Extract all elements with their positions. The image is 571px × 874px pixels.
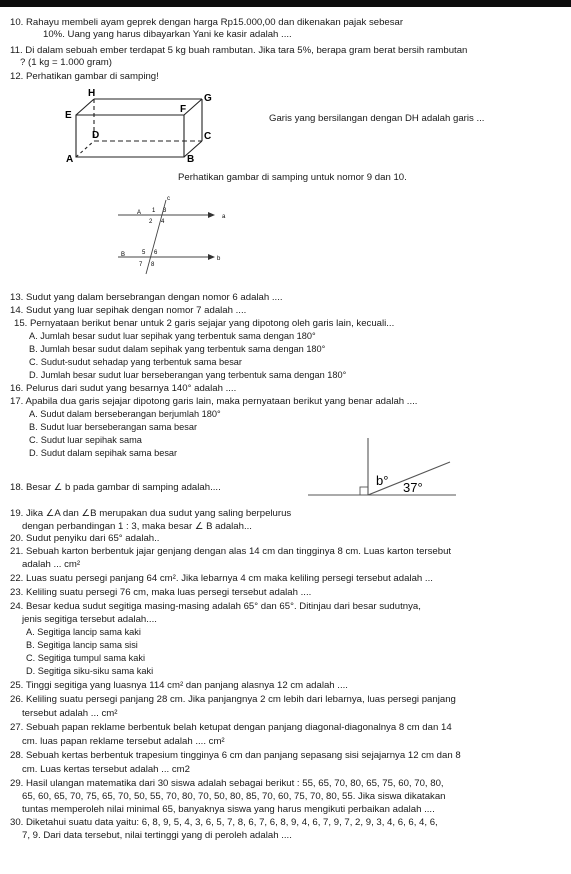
- question-29-line-3: tuntas memperoleh nilai minimal 65, banyaknya siswa yang harus mengikuti perbaikan adalah ....: [22, 804, 435, 815]
- question-27-line-1: 27. Sebuah papan reklame berbentuk belah ketupat dengan panjang diagonal-diagonalnya 8 cm dan 14: [10, 722, 452, 733]
- cube-figure: [62, 84, 242, 176]
- question-11-line-2: ? (1 kg = 1.000 gram): [20, 57, 112, 68]
- label-a: a: [222, 214, 226, 220]
- angle-4: 4: [161, 219, 165, 225]
- question-15-option-b: B. Jumlah besar sudut dalam sepihak yang terbentuk sama dengan 180°: [29, 344, 326, 354]
- label-A: A: [137, 210, 142, 216]
- question-21-line-2: adalah ... cm²: [22, 559, 81, 570]
- angle-1: 1: [152, 208, 156, 214]
- cube-label-b: B: [187, 154, 195, 165]
- question-16: 16. Pelurus dari sudut yang besarnya 140° adalah ....: [10, 383, 237, 394]
- question-13: 13. Sudut yang dalam bersebrangan dengan nomor 6 adalah ....: [10, 292, 283, 303]
- question-12-caption: Garis yang bersilangan dengan DH adalah garis ...: [269, 113, 485, 124]
- angles-intro-text: Perhatikan gambar di samping untuk nomor 9 dan 10.: [178, 172, 407, 183]
- question-18: 18. Besar ∠ b pada gambar di samping adalah....: [10, 482, 221, 493]
- question-17-text: 17. Apabila dua garis sejajar dipotong garis lain, maka pernyataan berikut yang benar adalah ....: [10, 396, 418, 407]
- line-b-arrow: [208, 254, 215, 260]
- question-17-option-c: C. Sudut luar sepihak sama: [29, 435, 142, 445]
- angle-7: 7: [139, 262, 143, 268]
- question-24-option-c: C. Segitiga tumpul sama kaki: [26, 653, 145, 663]
- cube-label-g: G: [204, 93, 212, 104]
- question-29-line-1: 29. Hasil ulangan matematika dari 30 siswa adalah sebagai berikut : 55, 65, 70, 80, 65, 75, 60, 70, 80,: [10, 778, 444, 789]
- question-15-option-c: C. Sudut-sudut sehadap yang terbentuk sama besar: [29, 357, 242, 367]
- question-23: 23. Keliling suatu persegi 76 cm, maka luas persegi tersebut adalah ....: [10, 587, 312, 598]
- cube-label-f: F: [180, 104, 187, 115]
- question-28-line-2: cm. Luas kertas tersebut adalah ... cm2: [22, 764, 190, 775]
- question-21-line-1: 21. Sebuah karton berbentuk jajar genjang dengan alas 14 cm dan tingginya 8 cm. Luas karton tersebut: [10, 546, 452, 557]
- question-30-line-1: 30. Diketahui suatu data yaitu: 6, 8, 9, 5, 4, 3, 6, 5, 7, 8, 6, 7, 6, 8, 9, 4, 6, 7, 9, 7, 2, 9, 3, 4, 6, 6, 4, 6,: [10, 817, 438, 828]
- cube-label-a: A: [66, 154, 74, 165]
- question-14: 14. Sudut yang luar sepihak dengan nomor 7 adalah ....: [10, 305, 247, 316]
- angle-b-figure: [300, 428, 460, 503]
- question-24-line-1: 24. Besar kedua sudut segitiga masing-masing adalah 65° dan 65°. Ditinjau dari besar sudutnya,: [10, 601, 421, 612]
- angle-8: 8: [151, 262, 155, 268]
- question-26-line-2: tersebut adalah ... cm²: [22, 708, 118, 719]
- question-11-line-1: 11. Di dalam sebuah ember terdapat 5 kg buah rambutan. Jika tara 5%, berapa gram berat bersih rambutan: [10, 45, 468, 56]
- question-24-option-b: B. Segitiga lancip sama sisi: [26, 640, 138, 650]
- angle-6: 6: [154, 250, 158, 256]
- question-15-text: 15. Pernyataan berikut benar untuk 2 garis sejajar yang dipotong oleh garis lain, kecuali...: [14, 318, 395, 329]
- question-15-option-d: D. Jumlah besar sudut luar berseberangan yang terbentuk sama dengan 180°: [29, 370, 347, 380]
- question-10-line-2: 10%. Uang yang harus dibayarkan Yani ke kasir adalah ....: [43, 29, 292, 40]
- label-b-degree: b°: [376, 473, 389, 488]
- question-25: 25. Tinggi segitiga yang luasnya 114 cm² dan panjang alasnya 12 cm adalah ....: [10, 680, 348, 691]
- angle-5: 5: [142, 250, 146, 256]
- angle-3: 3: [163, 208, 167, 214]
- cube-label-h: H: [88, 88, 96, 99]
- question-24-option-d: D. Segitiga siku-siku sama kaki: [26, 666, 154, 676]
- question-10-line-1: 10. Rahayu membeli ayam geprek dengan harga Rp15.000,00 dan dikenakan pajak sebesar: [10, 17, 404, 28]
- question-22: 22. Luas suatu persegi panjang 64 cm². Jika lebarnya 4 cm maka keliling persegi tersebut adalah ...: [10, 573, 433, 584]
- question-19-line-2: dengan perbandingan 1 : 3, maka besar ∠ B adalah...: [22, 521, 252, 532]
- question-20: 20. Sudut penyiku dari 65° adalah..: [10, 533, 160, 544]
- question-15-option-a: A. Jumlah besar sudut luar sepihak yang terbentuk sama dengan 180°: [29, 331, 316, 341]
- question-27-line-2: cm. luas papan reklame tersebut adalah .... cm²: [22, 736, 225, 747]
- question-12-text: 12. Perhatikan gambar di samping!: [10, 71, 159, 82]
- question-30-line-2: 7, 9. Dari data tersebut, nilai tertinggi yang di peroleh adalah ....: [22, 830, 292, 841]
- angle-2: 2: [149, 219, 153, 225]
- question-24-line-2: jenis segitiga tersebut adalah....: [22, 614, 157, 625]
- cube-label-d: D: [92, 130, 100, 141]
- cube-label-e: E: [65, 110, 72, 121]
- line-a-arrow: [208, 212, 215, 218]
- label-37-degree: 37°: [403, 480, 423, 495]
- question-26-line-1: 26. Keliling suatu persegi panjang 28 cm. Jika panjangnya 2 cm lebih dari lebarnya, luas persegi panjang: [10, 694, 456, 705]
- label-B: B: [121, 252, 126, 258]
- question-17-option-d: D. Sudut dalam sepihak sama besar: [29, 448, 178, 458]
- question-29-line-2: 65, 60, 65, 70, 75, 65, 70, 50, 55, 70, 80, 70, 50, 80, 85, 70, 60, 75, 70, 80, 55. Jika siswa dikatakan: [22, 791, 446, 802]
- cube-edge-ad-hidden: [76, 141, 94, 157]
- label-b: b: [217, 256, 221, 262]
- question-17-option-a: A. Sudut dalam berseberangan berjumlah 180°: [29, 409, 221, 419]
- question-17-option-b: B. Sudut luar berseberangan sama besar: [29, 422, 198, 432]
- question-19-line-1: 19. Jika ∠A dan ∠B merupakan dua sudut yang saling berpelurus: [10, 508, 292, 519]
- parallel-lines-figure: [118, 190, 258, 276]
- right-angle-mark: [360, 487, 368, 495]
- question-28-line-1: 28. Sebuah kertas berbentuk trapesium tingginya 6 cm dan panjang sepasang sisi sejajarnya 12 cm dan 8: [10, 750, 461, 761]
- question-24-option-a: A. Segitiga lancip sama kaki: [26, 627, 141, 637]
- cube-edge-fg: [184, 99, 202, 115]
- cube-label-c: C: [204, 131, 212, 142]
- cube-edge-eh: [76, 99, 94, 115]
- label-c: c: [167, 196, 170, 202]
